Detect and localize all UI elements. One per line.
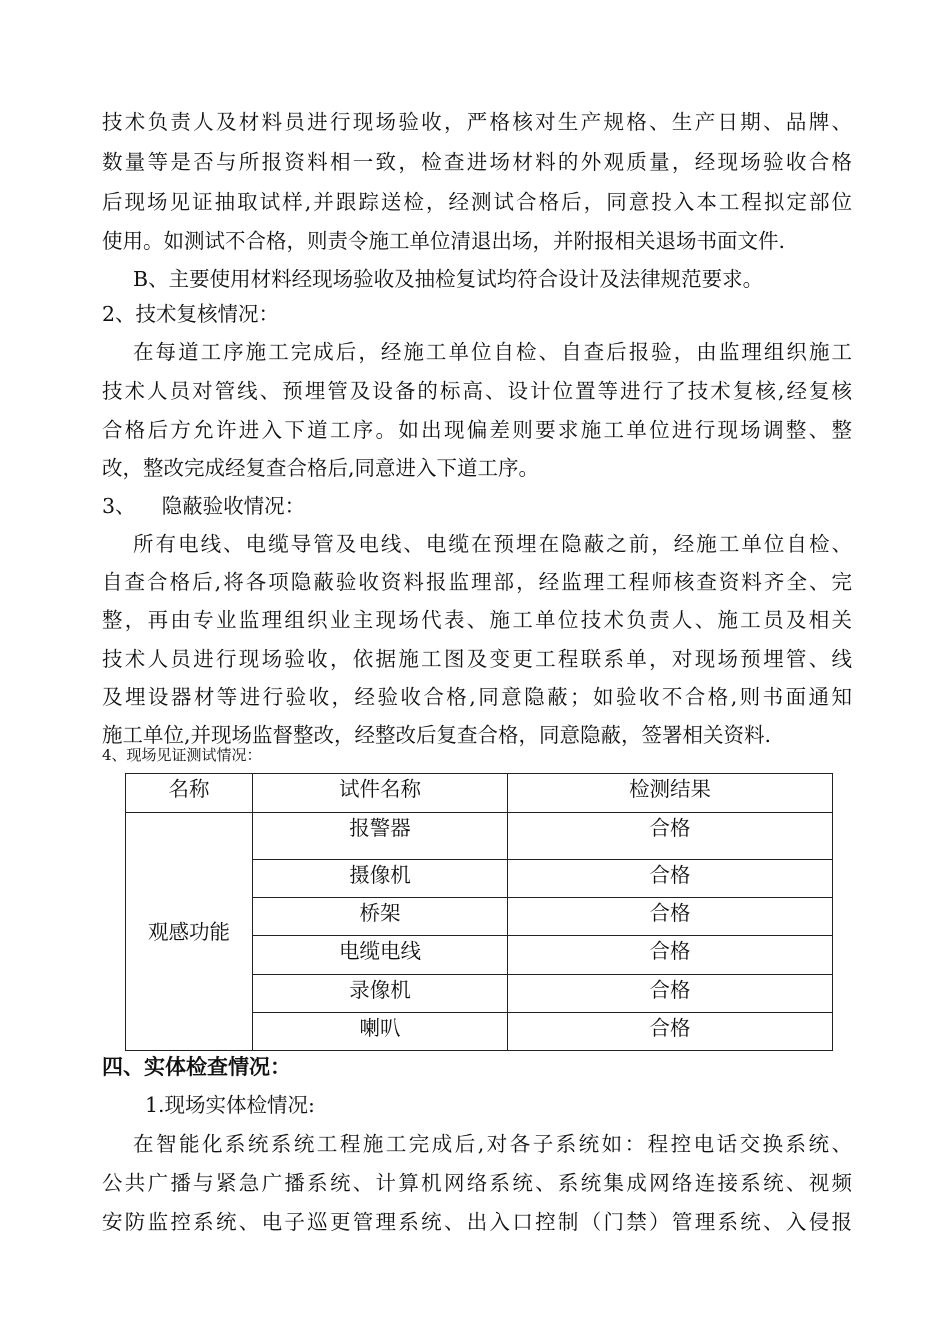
result-cell: 合格 — [508, 860, 833, 898]
paragraph-line: 使用。如测试不合格，则责令施工单位清退出场，并附报相关退场书面文件. — [102, 229, 786, 253]
specimen-cell: 电缆电线 — [253, 936, 508, 975]
group-cell: 观感功能 — [126, 813, 253, 1051]
section-2-line: 改，整改完成经复查合格后,同意进入下道工序。 — [102, 456, 540, 480]
section-3-line: 自查合格后,将各项隐蔽验收资料报监理部，经监理工程师核查资料齐全、完 — [102, 570, 852, 594]
section-3-line: 施工单位,并现场监督整改，经整改后复查合格，同意隐蔽，签署相关资料. — [102, 723, 772, 747]
result-cell: 合格 — [508, 898, 833, 936]
column-header-result: 检测结果 — [508, 774, 833, 813]
section-3-heading: 3、 隐蔽验收情况： — [102, 494, 306, 518]
result-cell: 合格 — [508, 936, 833, 975]
section-2-heading: 2、技术复核情况： — [102, 302, 280, 326]
section-2-line: 技术人员对管线、预埋管及设备的标高、设计位置等进行了技术复核,经复核 — [102, 379, 852, 403]
part-4-line: 在智能化系统系统工程施工完成后,对各子系统如：程控电话交换系统、 — [133, 1132, 852, 1156]
result-cell: 合格 — [508, 1013, 833, 1051]
specimen-cell: 摄像机 — [253, 860, 508, 898]
paragraph-line: 后现场见证抽取试样,并跟踪送检，经测试合格后，同意投入本工程拟定部位 — [102, 190, 852, 214]
item-b-line: B、主要使用材料经现场验收及抽检复试均符合设计及法律规范要求。 — [133, 267, 764, 291]
section-2-line: 合格后方允许进入下道工序。如出现偏差则要求施工单位进行现场调整、整 — [102, 418, 852, 442]
result-cell: 合格 — [508, 975, 833, 1013]
specimen-cell: 喇叭 — [253, 1013, 508, 1051]
section-2-line: 在每道工序施工完成后，经施工单位自检、自查后报验，由监理组织施工 — [133, 340, 852, 364]
specimen-cell: 报警器 — [253, 813, 508, 860]
section-3-line: 技术人员进行现场验收，依据施工图及变更工程联系单，对现场预埋管、线 — [102, 647, 852, 671]
section-3-line: 整，再由专业监理组织业主现场代表、施工单位技术负责人、施工员及相关 — [102, 608, 852, 632]
specimen-cell: 桥架 — [253, 898, 508, 936]
paragraph-line: 数量等是否与所报资料相一致，检查进场材料的外观质量，经现场验收合格 — [102, 150, 852, 174]
result-cell: 合格 — [508, 813, 833, 860]
test-results-table — [125, 773, 833, 1051]
part-4-heading: 四、实体检查情况： — [102, 1055, 291, 1079]
column-header-specimen: 试件名称 — [253, 774, 508, 813]
section-3-line: 及埋设器材等进行验收，经验收合格,同意隐蔽；如验收不合格,则书面通知 — [102, 685, 852, 709]
part-4-line: 公共广播与紧急广播系统、计算机网络系统、系统集成网络连接系统、视频 — [102, 1171, 852, 1195]
part-4-subheading: 1.现场实体检情况: — [145, 1093, 315, 1117]
section-4-heading: 4、现场见证测试情况： — [102, 746, 262, 764]
column-header-name: 名称 — [126, 774, 253, 813]
paragraph-line: 技术负责人及材料员进行现场验收，严格核对生产规格、生产日期、品牌、 — [102, 110, 852, 134]
table-header-row — [126, 774, 833, 813]
section-3-line: 所有电线、电缆导管及电线、电缆在预埋在隐蔽之前，经施工单位自检、 — [133, 532, 852, 556]
specimen-cell: 录像机 — [253, 975, 508, 1013]
table-row — [126, 813, 833, 860]
part-4-line: 安防监控系统、电子巡更管理系统、出入口控制（门禁）管理系统、入侵报 — [102, 1210, 852, 1234]
